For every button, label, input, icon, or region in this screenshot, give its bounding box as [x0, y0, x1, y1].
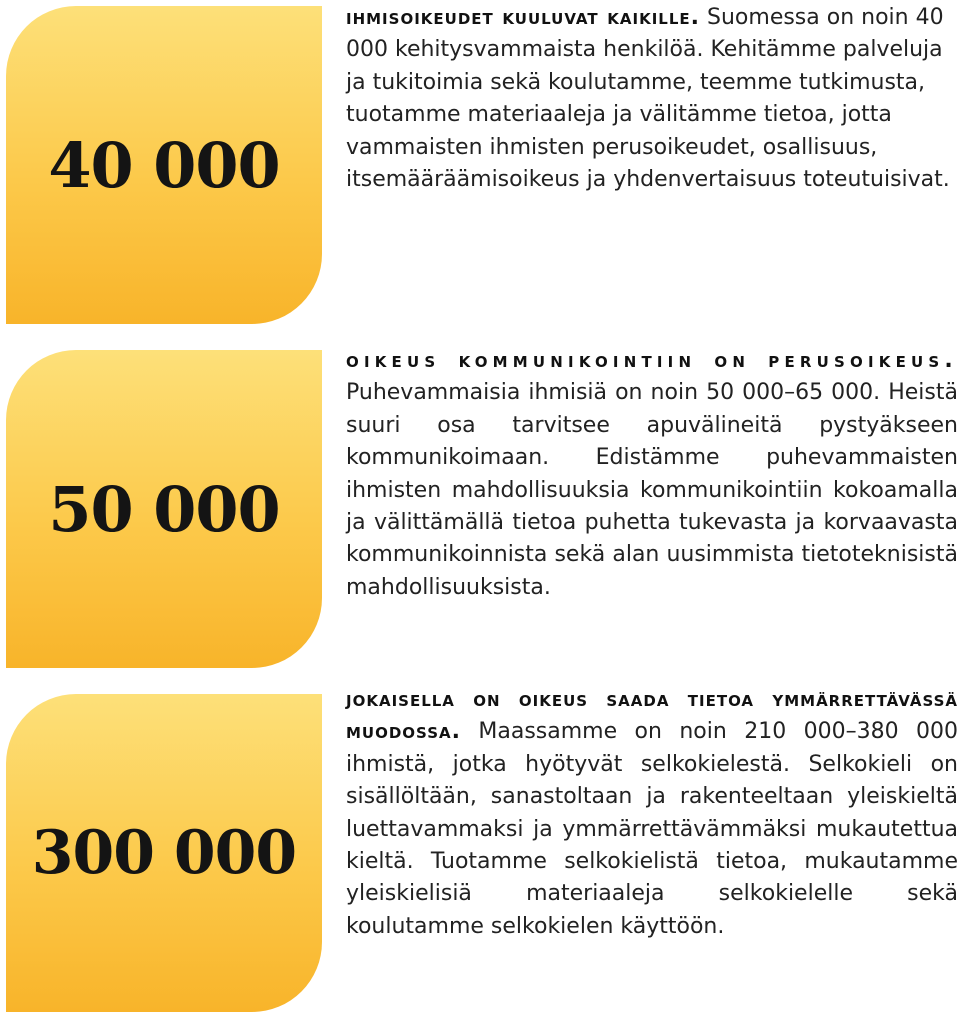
lead-heading-1: ihmisoikeudet kuuluvat kaikille.	[346, 5, 701, 30]
stat-box-3	[6, 694, 322, 1012]
body-text-2: Puhevammaisia ihmisiä on noin 50 000–65 000. Heistä suuri osa tarvitsee apuvälineitä pystyäkseen kommunikoimaan. Edistämme puhevammaisten ihmisten mahdollisuuksia kommunikointiin kokoamalla ja välittämällä tietoa puhetta tukevasta ja korvaavasta kommunikoinnista sekä alan uusimmista tietoteknisistä mahdollisuuksista.	[346, 380, 958, 600]
section-text-3	[346, 684, 958, 943]
stat-box-1	[6, 6, 322, 324]
body-text-3: Maassamme on noin 210 000–380 000 ihmistä, jotka hyötyvät selkokielestä. Selkokieli on sisällöltään, sanastoltaan ja rakenteeltaan yleiskieltä luettavammaksi ja ymmärrettävämmäksi mukautettua kieltä. Tuotamme selkokielistä tietoa, mukautamme yleiskielisiä materiaaleja selkokielelle sekä koulutamme selkokielen käyttöön.	[346, 719, 958, 939]
paragraph-3	[346, 684, 958, 943]
paragraph-1	[346, 2, 958, 196]
lead-heading-2: oikeus kommunikointiin on perusoikeus.	[346, 348, 958, 373]
section-text-1	[346, 2, 958, 196]
stat-box-2	[6, 350, 322, 668]
body-text-1: Suomessa on noin 40 000 kehitysvammaista henkilöä. Kehitämme palveluja ja tukitoimia sekä koulutamme, teemme tutkimusta, tuotamme materiaaleja ja välitämme tietoa, jotta vammaisten ihmisten perusoikeudet, osallisuus, itsemääräämisoikeus ja yhdenvertaisuus toteutuisivat.	[346, 5, 950, 193]
stat-number-2: 50 000	[48, 472, 280, 546]
lead-heading-3: jokaisella on oikeus saada tietoa ymmärrettävässä muodossa.	[346, 687, 958, 745]
paragraph-2	[346, 345, 958, 604]
stat-number-3: 300 000	[31, 818, 297, 888]
stat-number-1: 40 000	[48, 128, 280, 202]
section-text-2	[346, 345, 958, 604]
